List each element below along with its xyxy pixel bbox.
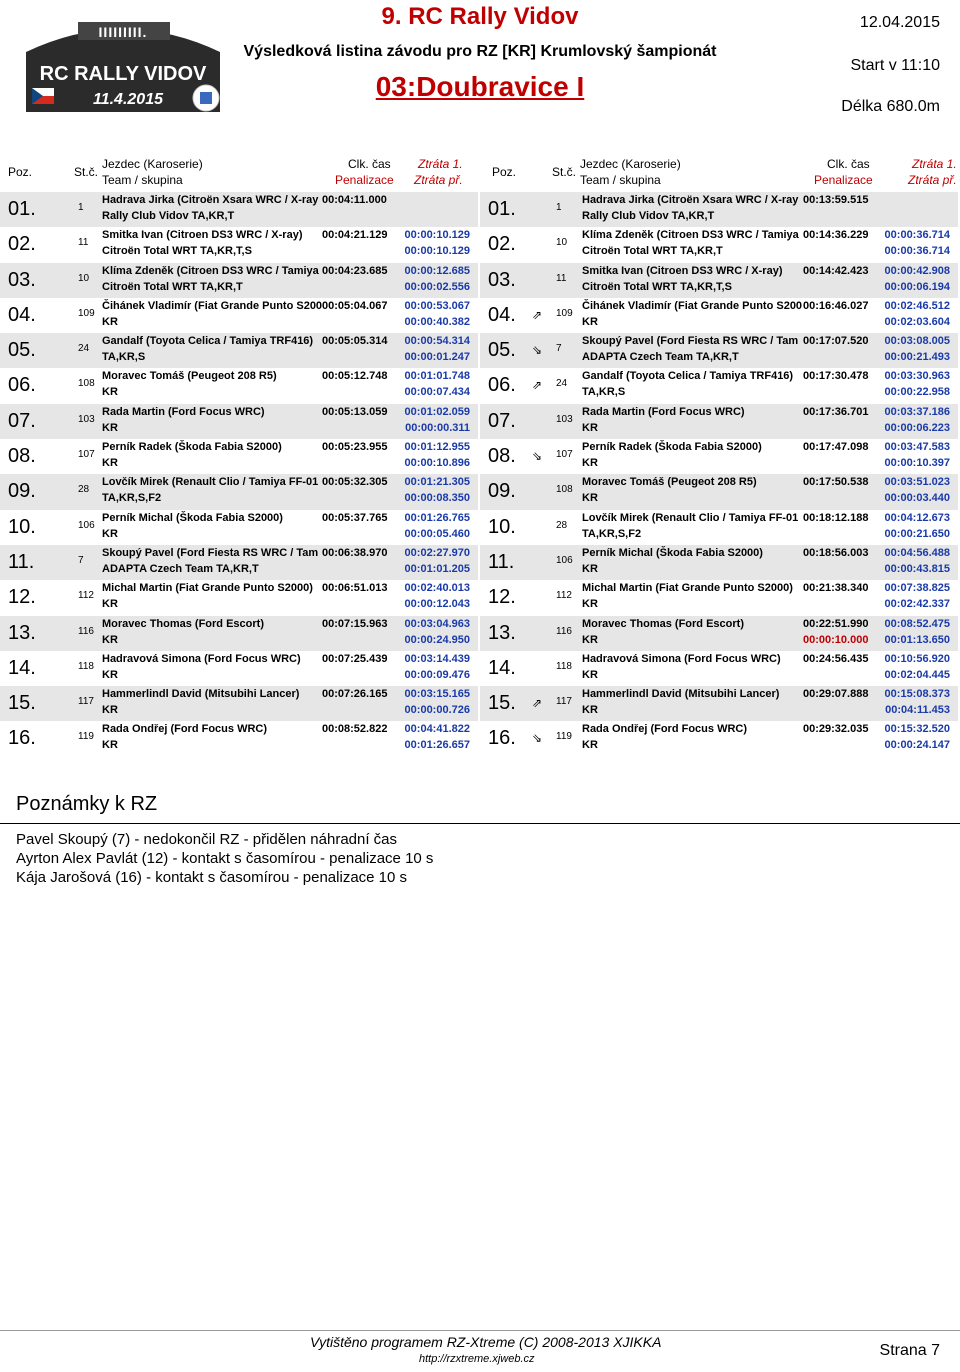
table-cell: 00:00:07.434 — [404, 386, 470, 399]
notes-title: Poznámky k RZ — [16, 793, 158, 815]
table-cell: Rada Martin (Ford Focus WRC) — [582, 405, 745, 418]
table-row — [480, 227, 958, 262]
col-pos: Poz. — [8, 165, 33, 179]
logo-title: RC RALLY VIDOV — [39, 63, 207, 85]
table-cell: 112 — [556, 590, 572, 602]
table-cell: 00:00:21.493 — [884, 351, 950, 364]
table-cell: 11. — [8, 550, 35, 573]
table-cell: 119 — [78, 731, 94, 743]
table-cell: Hadrava Jirka (Citroën Xsara WRC / X-ray — [582, 194, 799, 206]
table-cell: 24 — [556, 378, 568, 390]
table-cell: 117 — [556, 696, 572, 708]
table-cell: Skoupý Pavel (Ford Fiesta RS WRC / Tam — [102, 546, 319, 559]
table-cell: 24 — [78, 343, 90, 355]
table-cell: 00:03:14.439 — [404, 652, 470, 665]
table-cell: 00:00:36.714 — [884, 229, 950, 242]
table-cell: Moravec Tomáš (Peugeot 208 R5) — [582, 476, 757, 489]
table-row — [480, 192, 958, 227]
table-cell: Michal Martin (Fiat Grande Punto S2000) — [102, 582, 313, 595]
col-penalty: Penalizace — [335, 173, 394, 187]
table-cell: KR — [102, 633, 118, 646]
table-cell: 119 — [556, 731, 572, 743]
table-cell: TA,KR,S — [582, 386, 626, 399]
table-cell: 00:03:04.963 — [404, 617, 470, 630]
table-cell: Moravec Thomas (Ford Escort) — [582, 617, 744, 630]
table-cell: 00:05:37.765 — [322, 511, 388, 524]
table-cell: 00:02:42.337 — [884, 598, 950, 611]
table-cell: 00:14:42.423 — [803, 264, 869, 277]
notes-divider — [0, 823, 960, 824]
start-time: Start v 11:10 — [850, 57, 940, 74]
table-cell: 00:06:38.970 — [322, 546, 388, 559]
table-cell: 00:00:10.129 — [404, 245, 470, 258]
table-cell: 00:15:08.373 — [884, 688, 950, 701]
table-cell: KR — [102, 315, 118, 328]
table-cell: KR — [582, 562, 598, 575]
table-cell: 00:02:03.604 — [884, 315, 950, 328]
position-change-icon: ⇘ — [532, 449, 543, 464]
table-cell: 00:00:24.147 — [884, 739, 950, 752]
table-cell: KR — [582, 739, 598, 752]
table-row — [0, 721, 478, 756]
table-cell: 00:00:09.476 — [404, 668, 470, 681]
table-cell: Lovčík Mirek (Renault Clio / Tamiya FF-01 — [582, 511, 799, 524]
overall-results-table — [480, 192, 958, 757]
table-cell: 00:00:10.397 — [884, 457, 950, 470]
table-cell: 07. — [8, 409, 36, 432]
col-st: St.č. — [552, 165, 577, 179]
table-cell: 05. — [488, 339, 516, 362]
table-cell: 00:24:56.435 — [803, 652, 869, 665]
table-row — [480, 474, 958, 509]
table-row — [0, 227, 478, 262]
table-cell: 07. — [488, 409, 516, 432]
col-loss-first: Ztráta 1. — [912, 157, 957, 171]
table-row — [0, 580, 478, 615]
footer-url: http://rzxtreme.xjweb.cz — [419, 1353, 535, 1365]
table-cell: 00:00:02.556 — [404, 280, 470, 293]
table-cell: 10 — [556, 237, 568, 249]
table-cell: 00:22:51.990 — [803, 617, 869, 630]
table-cell: 00:03:51.023 — [884, 476, 950, 489]
table-cell: 00:00:43.815 — [884, 562, 950, 575]
right-column-header — [480, 157, 958, 189]
table-cell: 00:04:11.000 — [322, 194, 387, 206]
table-cell: Klíma Zdeněk (Citroen DS3 WRC / Tamiya — [102, 264, 319, 277]
table-row — [480, 545, 958, 580]
table-cell: 00:04:56.488 — [884, 546, 950, 559]
table-cell: 00:04:41.822 — [404, 723, 470, 736]
table-cell: 00:05:05.314 — [322, 335, 388, 348]
table-cell: 04. — [8, 303, 36, 326]
table-cell: 14. — [488, 656, 516, 679]
table-cell: 00:08:52.475 — [884, 617, 950, 630]
table-cell: TA,KR,S — [102, 351, 146, 364]
table-row — [0, 686, 478, 721]
table-cell: Rada Martin (Ford Focus WRC) — [102, 405, 265, 418]
table-cell: 00:17:50.538 — [803, 476, 869, 489]
table-cell: 00:00:01.247 — [404, 351, 470, 364]
table-cell: 00:02:27.970 — [404, 546, 470, 559]
table-cell: 00:29:07.888 — [803, 688, 869, 701]
event-title: 9. RC Rally Vidov — [381, 3, 579, 30]
table-cell: 01. — [8, 198, 36, 220]
note-line: Pavel Skoupý (7) - nedokončil RZ - přidělen náhradní čas — [16, 831, 398, 848]
printed-by: Vytištěno programem RZ-Xtreme (C) 2008-2013 XJIKKA — [310, 1334, 662, 1350]
table-cell: 00:03:37.186 — [884, 405, 950, 418]
col-driver: Jezdec (Karoserie) — [102, 157, 203, 171]
table-cell: 7 — [78, 554, 84, 566]
table-cell: TA,KR,S,F2 — [102, 492, 162, 505]
table-cell: Hammerlindl David (Mitsubihi Lancer) — [102, 688, 300, 701]
table-cell: ADAPTA Czech Team TA,KR,T — [582, 351, 739, 364]
col-st: St.č. — [74, 165, 99, 179]
table-cell: Rada Ondřej (Ford Focus WRC) — [102, 723, 267, 736]
table-cell: Skoupý Pavel (Ford Fiesta RS WRC / Tam — [582, 335, 799, 348]
table-cell: 00:02:04.445 — [884, 668, 950, 681]
table-row — [0, 651, 478, 686]
table-row — [0, 192, 478, 227]
table-cell: 00:01:01.748 — [404, 370, 470, 383]
table-cell: Gandalf (Toyota Celica / Tamiya TRF416) — [582, 370, 794, 383]
table-cell: KR — [102, 704, 118, 717]
table-cell: 00:17:47.098 — [803, 441, 869, 454]
table-cell: Perník Radek (Škoda Fabia S2000) — [582, 441, 762, 454]
page-number: Strana 7 — [879, 1342, 940, 1359]
table-cell: Moravec Thomas (Ford Escort) — [102, 617, 264, 630]
table-cell: 00:08:52.822 — [322, 723, 388, 736]
table-cell: 00:00:00.311 — [405, 421, 470, 434]
table-cell: 00:01:26.657 — [404, 739, 470, 752]
table-cell: 09. — [8, 480, 36, 503]
table-cell: Hadrava Jirka (Citroën Xsara WRC / X-ray — [102, 194, 319, 206]
table-cell: 03. — [8, 268, 36, 291]
table-row — [480, 721, 958, 756]
table-cell: 00:03:47.583 — [884, 441, 950, 454]
table-cell: KR — [582, 457, 598, 470]
table-row — [0, 368, 478, 403]
table-cell: 00:00:10.129 — [404, 229, 470, 242]
table-cell: 00:04:12.673 — [884, 511, 950, 524]
col-loss-prev: Ztráta př. — [908, 173, 957, 187]
table-cell: 10. — [488, 515, 516, 538]
table-cell: Perník Michal (Škoda Fabia S2000) — [582, 546, 763, 559]
table-cell: 04. — [488, 303, 516, 326]
table-cell: 16. — [8, 727, 36, 750]
table-cell: 00:05:04.067 — [322, 299, 388, 312]
table-row — [0, 333, 478, 368]
position-change-icon: ⇘ — [532, 343, 543, 358]
table-cell: 15. — [488, 692, 516, 715]
stage-results-table — [0, 192, 478, 757]
table-cell: KR — [102, 386, 118, 399]
table-cell: 00:01:01.205 — [404, 562, 470, 575]
table-cell: 00:00:24.950 — [404, 633, 470, 646]
table-cell: 10. — [8, 515, 36, 538]
table-cell: 00:03:08.005 — [884, 335, 950, 348]
col-loss-prev: Ztráta př. — [414, 173, 463, 187]
table-cell: 00:18:12.188 — [803, 511, 869, 524]
table-row — [480, 368, 958, 403]
table-cell: 00:01:02.059 — [404, 405, 470, 418]
table-cell: KR — [582, 704, 598, 717]
table-cell: 118 — [556, 660, 572, 672]
table-cell: 00:17:07.520 — [803, 335, 869, 348]
table-cell: KR — [582, 492, 598, 505]
table-cell: KR — [102, 457, 118, 470]
table-row — [480, 404, 958, 439]
table-cell: 00:01:26.765 — [404, 511, 470, 524]
table-cell: 108 — [78, 378, 95, 390]
table-cell: Hadravová Simona (Ford Focus WRC) — [102, 652, 301, 665]
table-cell: Lovčík Mirek (Renault Clio / Tamiya FF-01 — [102, 476, 319, 489]
table-cell: KR — [582, 633, 598, 646]
table-cell: 00:16:46.027 — [803, 299, 869, 312]
table-cell: 00:02:40.013 — [404, 582, 470, 595]
table-cell: 1 — [556, 202, 562, 213]
table-cell: 00:00:22.958 — [884, 386, 950, 399]
table-cell: 00:00:42.908 — [884, 264, 950, 277]
table-cell: KR — [582, 315, 598, 328]
stage-length: Délka 680.0m — [841, 98, 940, 115]
table-cell: Rally Club Vidov TA,KR,T — [102, 210, 235, 222]
table-cell: 00:07:26.165 — [322, 688, 388, 701]
table-cell: 00:06:51.013 — [322, 582, 388, 595]
table-cell: 12. — [488, 586, 516, 609]
table-cell: Citroën Total WRT TA,KR,T — [102, 280, 243, 293]
position-change-icon: ⇗ — [532, 378, 543, 393]
table-cell: Hadravová Simona (Ford Focus WRC) — [582, 652, 781, 665]
table-cell: Smitka Ivan (Citroen DS3 WRC / X-ray) — [582, 264, 783, 277]
table-row — [0, 404, 478, 439]
table-cell: 08. — [488, 445, 516, 468]
table-cell: 00:03:15.165 — [404, 688, 470, 701]
note-line: Kája Jarošová (16) - kontakt s časomírou - penalizace 10 s — [16, 869, 408, 886]
table-cell: 11 — [78, 237, 89, 249]
left-column-header — [0, 157, 478, 189]
table-cell: 00:10:56.920 — [884, 652, 950, 665]
table-cell: 00:00:10.896 — [404, 457, 470, 470]
table-cell: 00:18:56.003 — [803, 546, 869, 559]
table-cell: 00:00:05.460 — [404, 527, 470, 540]
note-line: Ayrton Alex Pavlát (12) - kontakt s časomírou - penalizace 10 s — [16, 850, 434, 867]
table-cell: 13. — [8, 621, 36, 644]
table-cell: 7 — [556, 343, 562, 355]
table-cell: 01. — [488, 198, 516, 220]
table-row — [480, 616, 958, 651]
table-cell: 103 — [78, 413, 95, 425]
table-cell: 00:07:38.825 — [884, 582, 950, 595]
table-row — [0, 616, 478, 651]
table-cell: 02. — [8, 233, 36, 256]
col-time: Clk. čas — [348, 157, 391, 171]
table-cell: KR — [102, 739, 118, 752]
table-cell: 00:02:46.512 — [884, 299, 950, 312]
table-row — [480, 580, 958, 615]
table-cell: Perník Michal (Škoda Fabia S2000) — [102, 511, 283, 524]
table-cell: 00:04:23.685 — [322, 264, 388, 277]
table-cell: 107 — [78, 449, 95, 461]
col-penalty: Penalizace — [814, 173, 873, 187]
table-cell: 15. — [8, 692, 36, 715]
table-cell: 14. — [8, 656, 36, 679]
table-cell: 13. — [488, 621, 516, 644]
table-cell: 00:01:12.955 — [404, 441, 470, 454]
table-cell: Citroën Total WRT TA,KR,T,S — [582, 280, 732, 293]
table-cell: 00:00:10.000 — [803, 633, 869, 646]
table-cell: Gandalf (Toyota Celica / Tamiya TRF416) — [102, 335, 314, 348]
table-cell: Hammerlindl David (Mitsubihi Lancer) — [582, 688, 780, 701]
footer-divider — [0, 1330, 960, 1331]
table-cell: 00:00:03.440 — [884, 492, 950, 505]
table-cell: 103 — [556, 413, 573, 425]
table-row — [0, 510, 478, 545]
table-cell: 00:00:08.350 — [404, 492, 470, 505]
table-cell: 00:00:12.685 — [404, 264, 470, 277]
table-cell: Michal Martin (Fiat Grande Punto S2000) — [582, 582, 793, 595]
table-cell: 00:00:12.043 — [404, 598, 470, 611]
table-cell: 05. — [8, 339, 36, 362]
table-cell: 06. — [8, 374, 36, 397]
table-cell: 118 — [78, 660, 94, 672]
table-cell: 112 — [78, 590, 94, 602]
table-cell: KR — [102, 668, 118, 681]
table-cell: 00:21:38.340 — [803, 582, 869, 595]
table-cell: 00:05:12.748 — [322, 370, 388, 383]
table-cell: Smitka Ivan (Citroen DS3 WRC / X-ray) — [102, 229, 303, 242]
table-row — [480, 263, 958, 298]
table-row — [0, 298, 478, 333]
col-team: Team / skupina — [580, 173, 661, 187]
table-cell: 28 — [556, 519, 568, 531]
table-cell: 12. — [8, 586, 36, 609]
table-cell: TA,KR,S,F2 — [582, 527, 642, 540]
table-cell: 10 — [78, 272, 90, 284]
table-row — [480, 651, 958, 686]
table-cell: 16. — [488, 727, 516, 750]
table-cell: Klíma Zdeněk (Citroen DS3 WRC / Tamiya — [582, 229, 799, 242]
table-cell: 00:17:36.701 — [803, 405, 869, 418]
table-cell: 00:01:21.305 — [404, 476, 470, 489]
table-cell: 00:15:32.520 — [884, 723, 950, 736]
table-cell: 00:05:23.955 — [322, 441, 388, 454]
table-cell: 11. — [488, 550, 515, 573]
table-cell: Moravec Tomáš (Peugeot 208 R5) — [102, 370, 277, 383]
table-row — [0, 474, 478, 509]
table-row — [0, 545, 478, 580]
table-cell: 00:04:21.129 — [322, 229, 388, 242]
table-row — [0, 263, 478, 298]
table-cell: Čihánek Vladimír (Fiat Grande Punto S200 — [582, 299, 803, 312]
col-pos: Poz. — [492, 165, 517, 179]
table-cell: Čihánek Vladimír (Fiat Grande Punto S200 — [102, 299, 323, 312]
table-cell: 109 — [556, 307, 573, 319]
table-cell: 106 — [78, 519, 95, 531]
col-driver: Jezdec (Karoserie) — [580, 157, 681, 171]
results-subtitle: Výsledková listina závodu pro RZ [KR] Krumlovský šampionát — [243, 43, 717, 60]
table-cell: Citroën Total WRT TA,KR,T — [582, 245, 723, 258]
table-cell: 106 — [556, 554, 573, 566]
table-cell: 03. — [488, 268, 516, 291]
table-cell: 117 — [78, 696, 94, 708]
table-cell: 00:17:30.478 — [803, 370, 869, 383]
svg-text:IIIIIIIII.: IIIIIIIII. — [98, 24, 148, 40]
table-cell: 00:00:40.382 — [404, 315, 470, 328]
table-cell: ADAPTA Czech Team TA,KR,T — [102, 562, 259, 575]
table-cell: 28 — [78, 484, 90, 496]
table-cell: KR — [102, 527, 118, 540]
table-cell: 116 — [556, 625, 572, 637]
table-cell: 00:00:21.650 — [884, 527, 950, 540]
position-change-icon: ⇗ — [532, 307, 543, 322]
table-cell: 116 — [78, 625, 94, 637]
table-cell: 00:05:32.305 — [322, 476, 388, 489]
table-cell: 00:00:06.223 — [884, 421, 950, 434]
table-cell: 08. — [8, 445, 36, 468]
table-cell: 00:05:13.059 — [322, 405, 388, 418]
table-cell: 109 — [78, 307, 95, 319]
table-cell: KR — [582, 598, 598, 611]
table-cell: 1 — [78, 202, 84, 213]
table-cell: 00:07:25.439 — [322, 652, 388, 665]
table-cell: Perník Radek (Škoda Fabia S2000) — [102, 441, 282, 454]
table-cell: 00:00:06.194 — [884, 280, 950, 293]
table-cell: 09. — [488, 480, 516, 503]
table-row — [480, 298, 958, 333]
table-cell: 00:01:13.650 — [884, 633, 950, 646]
table-cell: 00:00:00.726 — [404, 704, 470, 717]
table-cell: 06. — [488, 374, 516, 397]
table-cell: 00:00:36.714 — [884, 245, 950, 258]
table-row — [480, 333, 958, 368]
table-cell: KR — [102, 421, 118, 434]
table-cell: 00:13:59.515 — [803, 194, 869, 206]
position-change-icon: ⇗ — [532, 696, 543, 711]
table-cell: 00:00:54.314 — [404, 335, 470, 348]
table-row — [480, 439, 958, 474]
col-loss-first: Ztráta 1. — [418, 157, 463, 171]
table-cell: 11 — [556, 272, 567, 284]
table-cell: 00:03:30.963 — [884, 370, 950, 383]
table-cell: 00:04:11.453 — [885, 704, 950, 717]
table-cell: 00:07:15.963 — [322, 617, 388, 630]
col-team: Team / skupina — [102, 173, 183, 187]
position-change-icon: ⇘ — [532, 731, 543, 746]
event-date: 12.04.2015 — [859, 14, 940, 31]
table-cell: 00:29:32.035 — [803, 723, 869, 736]
table-row — [480, 510, 958, 545]
logo-date: 11.4.2015 — [93, 91, 163, 108]
stage-title: 03:Doubravice I — [375, 71, 585, 102]
table-cell: 107 — [556, 449, 573, 461]
table-cell: Citroën Total WRT TA,KR,T,S — [102, 245, 252, 258]
table-cell: Rally Club Vidov TA,KR,T — [582, 210, 715, 222]
col-time: Clk. čas — [827, 157, 870, 171]
table-cell: 00:14:36.229 — [803, 229, 869, 242]
table-cell: KR — [582, 421, 598, 434]
table-cell: KR — [102, 598, 118, 611]
table-cell: 00:00:53.067 — [404, 299, 470, 312]
table-cell: KR — [582, 668, 598, 681]
table-row — [0, 439, 478, 474]
table-cell: 02. — [488, 233, 516, 256]
table-row — [480, 686, 958, 721]
table-cell: 108 — [556, 484, 573, 496]
table-cell: Rada Ondřej (Ford Focus WRC) — [582, 723, 747, 736]
